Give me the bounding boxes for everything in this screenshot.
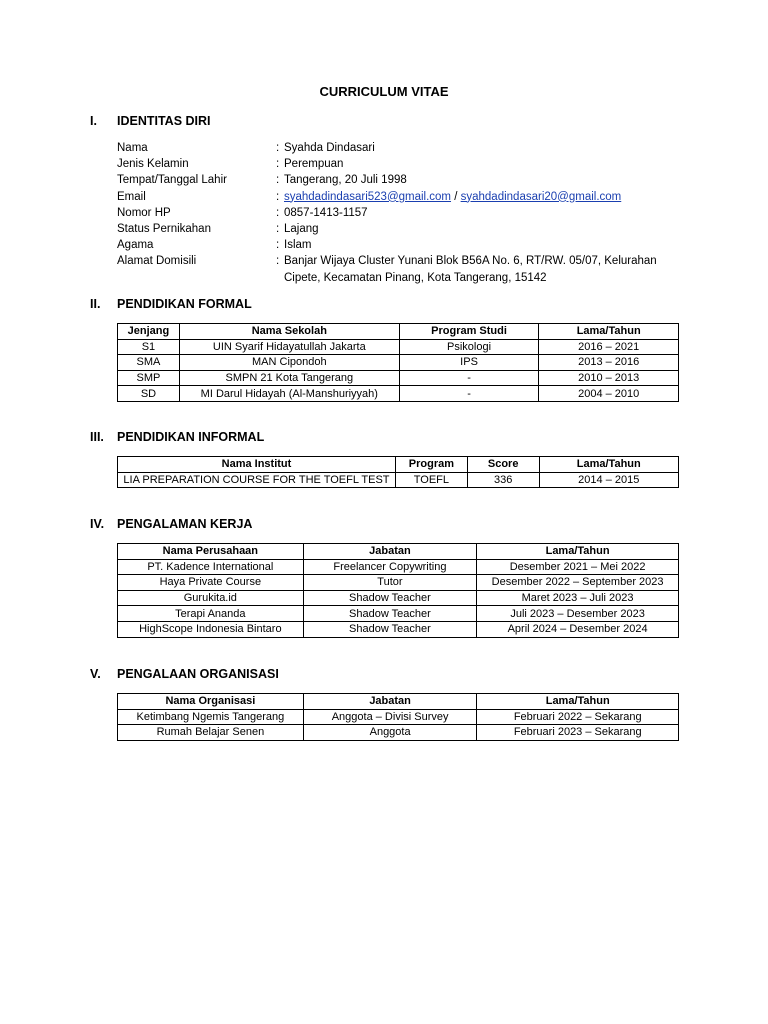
table-cell: MI Darul Hidayah (Al-Manshuriyyah) [179, 386, 399, 402]
email-separator: / [454, 190, 458, 203]
email-link-2[interactable]: syahdadindasari20@gmail.com [460, 190, 622, 203]
identity-label: Jenis Kelamin [117, 158, 189, 171]
table-cell: Anggota [303, 725, 477, 741]
identity-row-nama [117, 140, 697, 156]
table-cell: Desember 2022 – September 2023 [477, 575, 679, 591]
table-header: Lama/Tahun [539, 457, 678, 473]
table-header-row [118, 457, 679, 473]
identity-row-status [117, 221, 697, 237]
table-cell: Maret 2023 – Juli 2023 [477, 590, 679, 606]
section-number: I. [90, 114, 97, 128]
table-cell: HighScope Indonesia Bintaro [118, 621, 304, 637]
section-title: PENGALAMAN KERJA [117, 517, 253, 531]
table-row [118, 606, 679, 622]
section-heading-identitas [90, 114, 211, 128]
table-cell: Shadow Teacher [303, 606, 477, 622]
identity-label: Email [117, 190, 146, 203]
section-number: III. [90, 430, 104, 444]
section-title: PENDIDIKAN INFORMAL [117, 430, 265, 444]
table-cell: Shadow Teacher [303, 590, 477, 606]
identity-value: Banjar Wijaya Cluster Yunani Blok B56A No. 6, RT/RW. 05/07, Kelurahan [284, 255, 657, 268]
table-header-row [118, 694, 679, 710]
table-row [118, 725, 679, 741]
table-cell: Gurukita.id [118, 590, 304, 606]
table-row [118, 621, 679, 637]
table-header: Nama Perusahaan [118, 544, 304, 560]
colon: : [276, 142, 280, 154]
identity-row-agama [117, 237, 697, 253]
table-cell: - [399, 370, 539, 386]
table-header: Lama/Tahun [477, 694, 679, 710]
table-cell: SMA [118, 355, 180, 371]
table-header-row [118, 324, 679, 340]
table-cell: UIN Syarif Hidayatullah Jakarta [179, 339, 399, 355]
table-cell: Haya Private Course [118, 575, 304, 591]
table-row [118, 370, 679, 386]
table-header: Lama/Tahun [539, 324, 679, 340]
table-cell: Februari 2022 – Sekarang [477, 709, 679, 725]
identity-row-jenis-kelamin [117, 156, 697, 172]
table-row [118, 709, 679, 725]
organization-table [117, 693, 679, 741]
email-link-1[interactable]: syahdadindasari523@gmail.com [284, 190, 452, 203]
table-header: Jenjang [118, 324, 180, 340]
table-cell: Anggota – Divisi Survey [303, 709, 477, 725]
table-cell: Desember 2021 – Mei 2022 [477, 559, 679, 575]
table-cell: SMPN 21 Kota Tangerang [179, 370, 399, 386]
identity-row-email [117, 189, 697, 205]
identity-row-alamat [117, 253, 697, 269]
table-cell: Psikologi [399, 339, 539, 355]
table-cell: 2014 – 2015 [539, 472, 678, 488]
table-header: Jabatan [303, 694, 477, 710]
table-cell: Juli 2023 – Desember 2023 [477, 606, 679, 622]
table-cell: SMP [118, 370, 180, 386]
identity-value: Perempuan [284, 158, 344, 171]
colon: : [276, 223, 280, 236]
identity-label: Nama [117, 142, 148, 154]
table-header: Score [467, 457, 539, 473]
table-row [118, 339, 679, 355]
identity-value: Lajang [284, 223, 319, 236]
informal-education-table [117, 456, 679, 488]
colon: : [276, 239, 280, 252]
table-header: Program Studi [399, 324, 539, 340]
table-cell: IPS [399, 355, 539, 371]
table-cell: 2010 – 2013 [539, 370, 679, 386]
identity-value: Syahda Dindasari [284, 142, 375, 154]
table-cell: Freelancer Copywriting [303, 559, 477, 575]
identity-row-nomor-hp [117, 205, 697, 221]
table-header: Nama Institut [118, 457, 396, 473]
table-row [118, 386, 679, 402]
identity-list [117, 140, 697, 286]
table-row [118, 590, 679, 606]
colon: : [276, 255, 280, 268]
identity-value: Islam [284, 239, 312, 252]
table-cell: 2016 – 2021 [539, 339, 679, 355]
work-experience-table [117, 543, 679, 638]
table-header: Program [395, 457, 467, 473]
table-cell: Ketimbang Ngemis Tangerang [118, 709, 304, 725]
section-heading-kerja [90, 517, 252, 531]
identity-value: 0857-1413-1157 [284, 206, 368, 219]
identity-value: Tangerang, 20 Juli 1998 [284, 174, 407, 187]
colon: : [276, 206, 280, 219]
table-cell: Rumah Belajar Senen [118, 725, 304, 741]
table-cell: Tutor [303, 575, 477, 591]
identity-value-continued: Cipete, Kecamatan Pinang, Kota Tangerang, 15142 [284, 271, 547, 284]
table-row [118, 472, 679, 488]
identity-label: Tempat/Tanggal Lahir [117, 174, 227, 187]
table-cell: 336 [467, 472, 539, 488]
identity-label: Alamat Domisili [117, 255, 197, 268]
colon: : [276, 174, 280, 187]
table-row [118, 559, 679, 575]
section-heading-formal [90, 297, 252, 311]
table-cell: S1 [118, 339, 180, 355]
table-cell: MAN Cipondoh [179, 355, 399, 371]
section-number: IV. [90, 517, 105, 531]
table-header: Nama Sekolah [179, 324, 399, 340]
identity-label: Nomor HP [117, 206, 171, 219]
table-header: Nama Organisasi [118, 694, 304, 710]
table-row [118, 575, 679, 591]
section-number: V. [90, 667, 101, 681]
table-cell: April 2024 – Desember 2024 [477, 621, 679, 637]
identity-value [284, 189, 697, 205]
table-cell: LIA PREPARATION COURSE FOR THE TOEFL TEST [118, 472, 396, 488]
table-cell: - [399, 386, 539, 402]
section-number: II. [90, 297, 101, 311]
table-cell: Februari 2023 – Sekarang [477, 725, 679, 741]
document-title: CURRICULUM VITAE [319, 84, 449, 99]
formal-education-table [117, 323, 679, 402]
section-heading-informal [90, 430, 264, 444]
section-heading-organisasi [90, 667, 279, 681]
table-header: Lama/Tahun [477, 544, 679, 560]
identity-row-ttl [117, 172, 697, 188]
table-row [118, 355, 679, 371]
colon: : [276, 190, 280, 203]
section-title: IDENTITAS DIRI [117, 114, 211, 128]
section-title: PENGALAAN ORGANISASI [117, 667, 279, 681]
identity-label: Agama [117, 239, 154, 252]
table-cell: Terapi Ananda [118, 606, 304, 622]
table-header-row [118, 544, 679, 560]
section-title: PENDIDIKAN FORMAL [117, 297, 252, 311]
table-cell: SD [118, 386, 180, 402]
table-cell: 2004 – 2010 [539, 386, 679, 402]
table-cell: 2013 – 2016 [539, 355, 679, 371]
identity-label: Status Pernikahan [117, 223, 211, 236]
colon: : [276, 158, 280, 171]
table-cell: Shadow Teacher [303, 621, 477, 637]
table-header: Jabatan [303, 544, 477, 560]
table-cell: TOEFL [395, 472, 467, 488]
table-cell: PT. Kadence International [118, 559, 304, 575]
